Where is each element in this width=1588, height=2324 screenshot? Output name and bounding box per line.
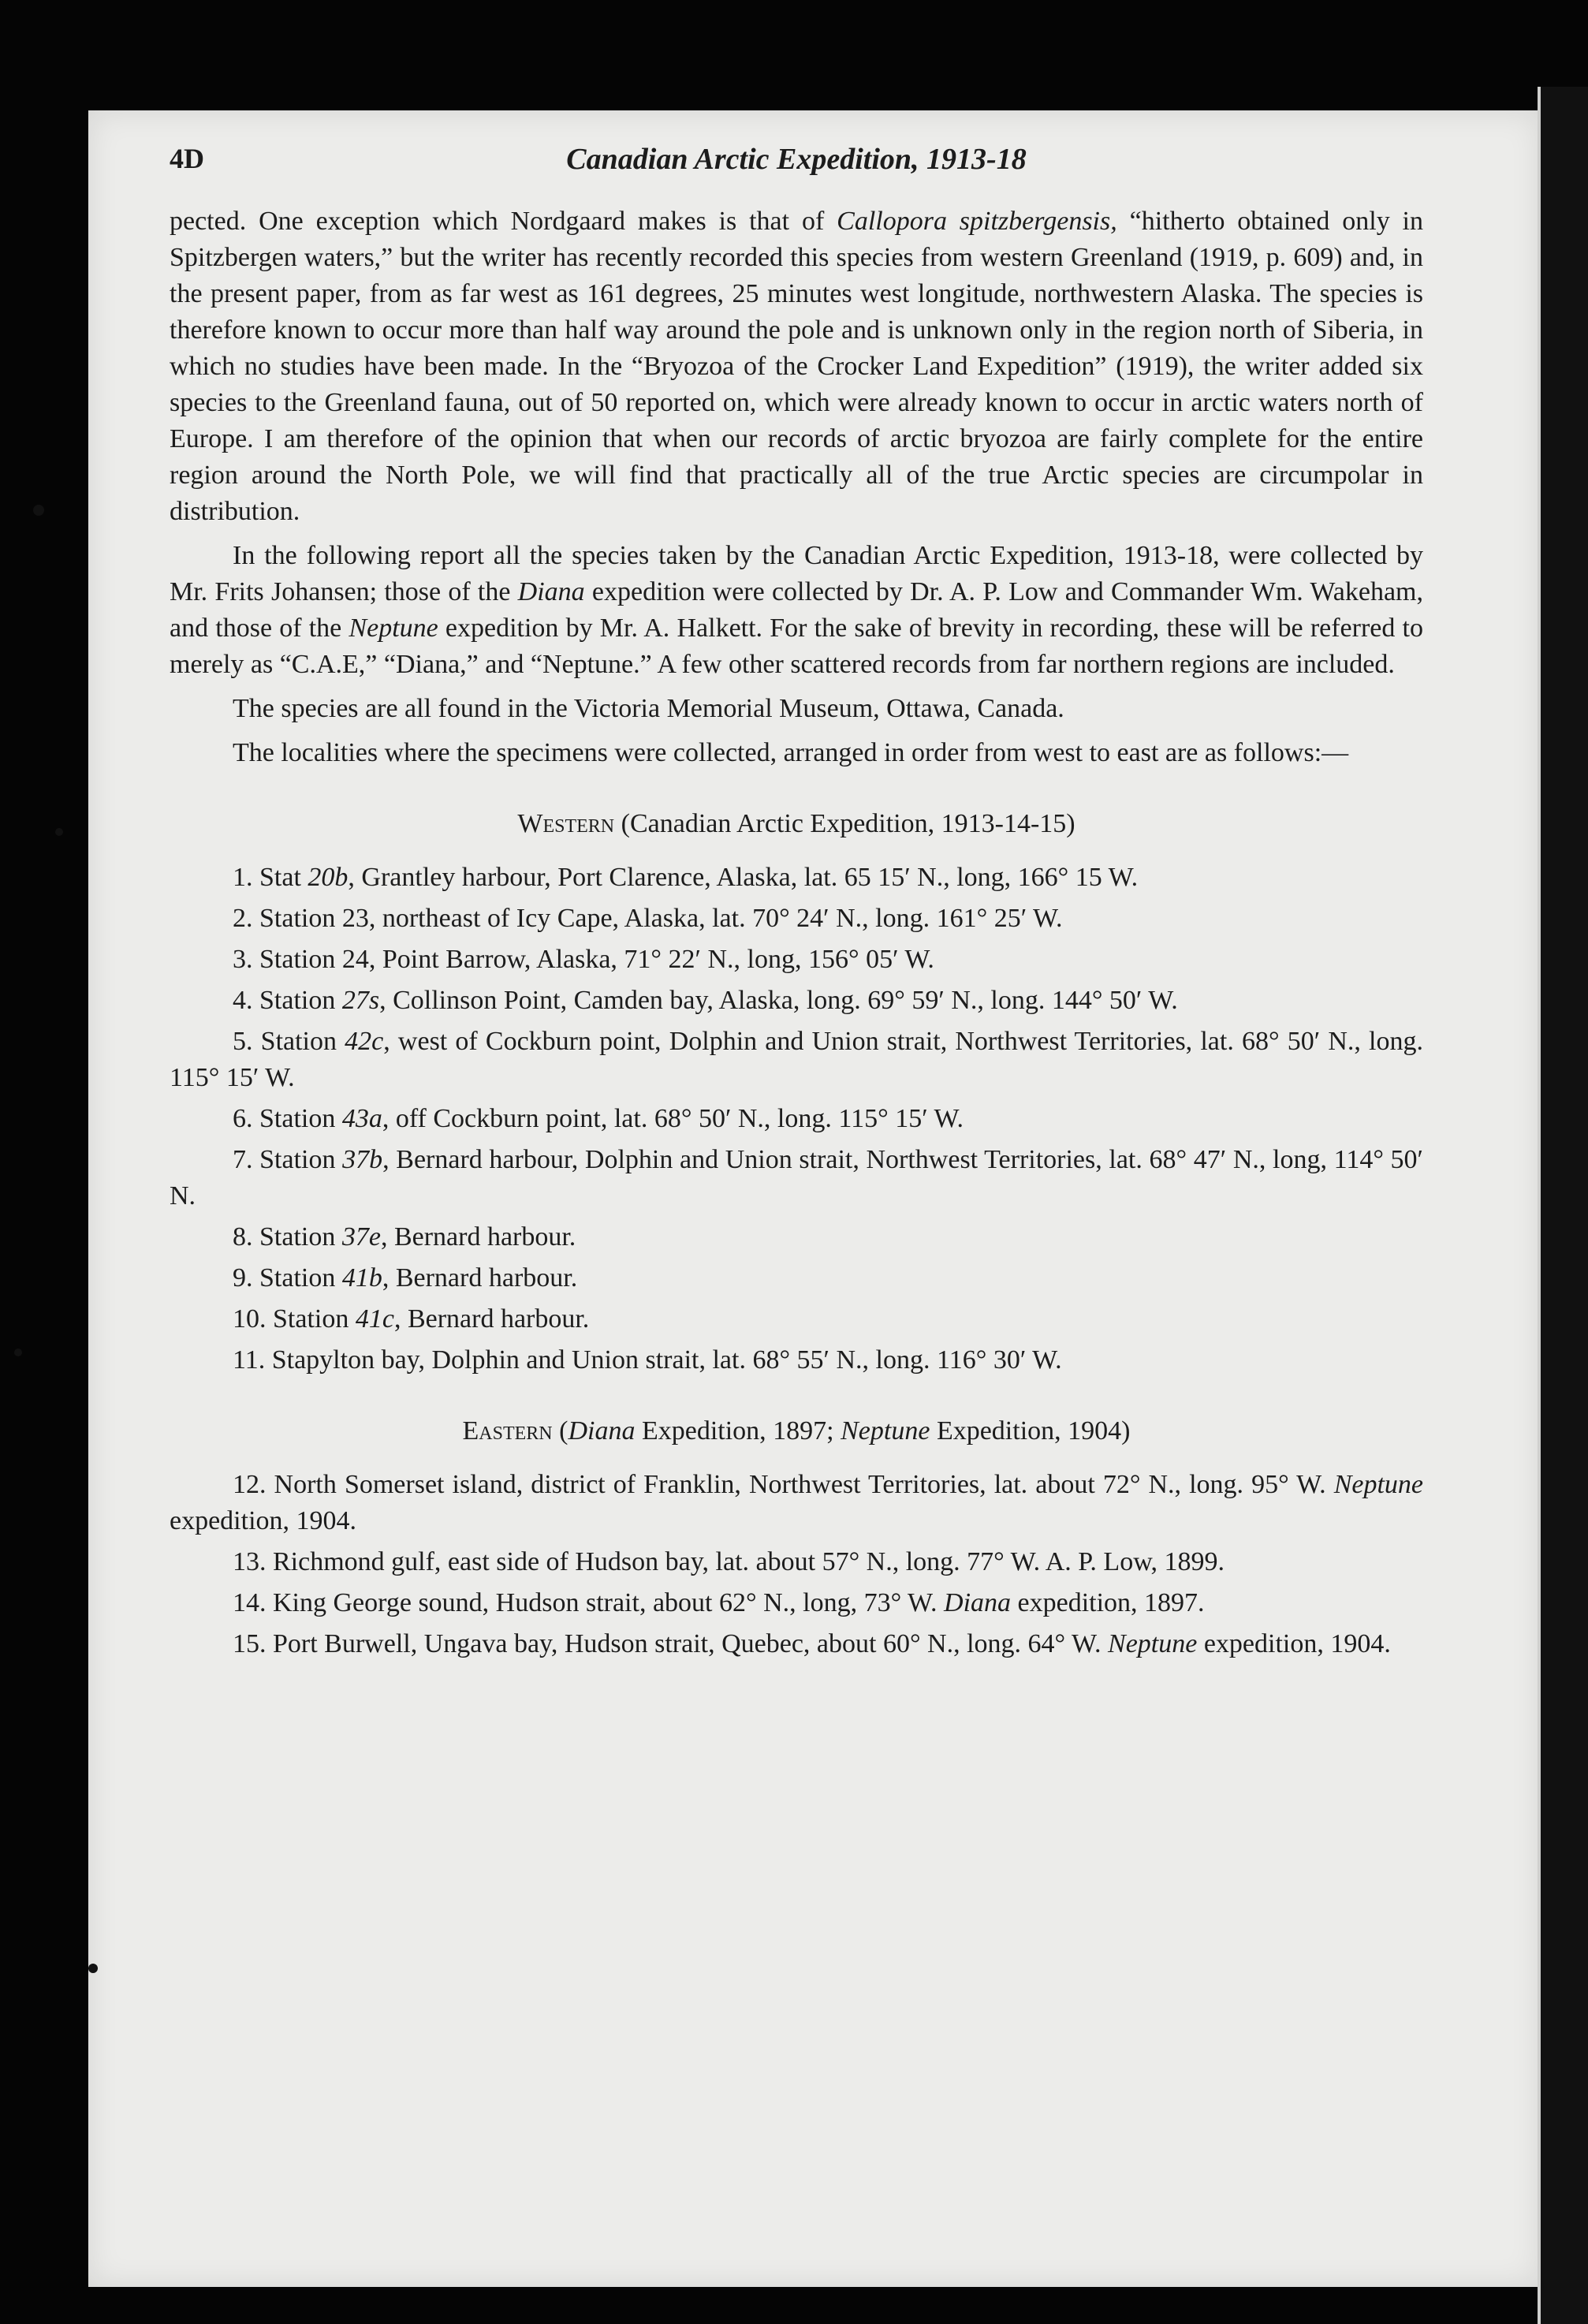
- item-text: expedition, 1904.: [170, 1506, 357, 1535]
- item-text: 15. Port Burwell, Ungava bay, Hudson strait, Quebec, about 60° N., long. 64° W.: [233, 1629, 1109, 1658]
- intro-paragraph-2: [170, 538, 1423, 683]
- scan-speck: [55, 828, 63, 836]
- list-item: [170, 1219, 1423, 1255]
- item-text: expedition, 1897.: [1011, 1588, 1205, 1617]
- eastern-locality-list: [170, 1467, 1423, 1662]
- item-text: 14. King George sound, Hudson strait, about 62° N., long, 73° W.: [233, 1588, 945, 1617]
- ship-name: Neptune: [349, 614, 438, 643]
- list-item: [170, 1626, 1423, 1662]
- scan-speck: [88, 1964, 98, 1973]
- list-item: [170, 1024, 1423, 1096]
- item-text: 4. Station: [233, 986, 342, 1015]
- western-locality-list: [170, 860, 1423, 1378]
- ship-name: Neptune: [1108, 1629, 1198, 1658]
- item-text: 13. Richmond gulf, east side of Hudson bay, lat. about 57° N., long. 77° W. A. P. Low, 1899.: [233, 1547, 1225, 1576]
- intro-text: In the following report all the species taken by the Canadian Arctic Expedition, 1913-18, were collected by Mr. Frits Johansen; those of the: [170, 541, 1423, 606]
- heading-text: (: [552, 1416, 568, 1446]
- heading-text: (Canadian Arctic Expedition, 1913-14-15): [614, 809, 1075, 838]
- ship-name: Neptune: [1333, 1470, 1423, 1499]
- intro-paragraph-1: [170, 203, 1423, 530]
- station-id: 37e: [341, 1222, 381, 1252]
- station-id: 42c: [345, 1027, 384, 1056]
- adjacent-page-edge: [1538, 87, 1588, 2324]
- scan-speck: [14, 1349, 22, 1356]
- document-body: [170, 203, 1423, 1667]
- ship-name: Neptune: [841, 1416, 930, 1446]
- eastern-section-heading: [170, 1413, 1423, 1449]
- page-number: 4D: [170, 143, 204, 174]
- item-text: 11. Stapylton bay, Dolphin and Union strait, lat. 68° 55′ N., long. 116° 30′ W.: [233, 1345, 1062, 1375]
- item-text: , Bernard harbour.: [382, 1263, 578, 1293]
- list-item: [170, 1101, 1423, 1137]
- item-text: 8. Station: [233, 1222, 342, 1252]
- station-id: 20b: [308, 863, 349, 892]
- list-item: [170, 1142, 1423, 1214]
- item-text: , Bernard harbour.: [393, 1304, 590, 1334]
- item-text: 10. Station: [233, 1304, 356, 1334]
- heading-smallcaps: Western: [517, 809, 615, 838]
- species-name: Callopora spitzbergensis,: [837, 207, 1117, 236]
- intro-text: pected. One exception which Nordgaard makes is that of: [170, 207, 837, 236]
- station-id: 43a: [341, 1104, 382, 1133]
- list-item: [170, 983, 1423, 1019]
- list-item: [170, 860, 1423, 896]
- item-text: 7. Station: [233, 1145, 343, 1174]
- item-text: , off Cockburn point, lat. 68° 50′ N., long. 115° 15′ W.: [382, 1104, 964, 1133]
- intro-paragraph-3: The species are all found in the Victoria Memorial Museum, Ottawa, Canada.: [233, 694, 1064, 723]
- item-text: , west of Cockburn point, Dolphin and Union strait, Northwest Territories, lat. 68° 50′ N., long. 115° 15′ W.: [170, 1027, 1424, 1092]
- list-item: [170, 1585, 1423, 1621]
- item-text: 6. Station: [233, 1104, 342, 1133]
- list-item: [170, 901, 1423, 937]
- heading-text: Expedition, 1904): [930, 1416, 1131, 1446]
- item-text: 9. Station: [233, 1263, 342, 1293]
- list-item: [170, 1301, 1423, 1337]
- item-text: 2. Station 23, northeast of Icy Cape, Alaska, lat. 70° 24′ N., long. 161° 25′ W.: [233, 904, 1063, 933]
- scan-speck: [33, 505, 44, 516]
- item-text: 1. Stat: [233, 863, 308, 892]
- list-item: [170, 942, 1423, 978]
- station-id: 41c: [355, 1304, 394, 1334]
- station-id: 41b: [341, 1263, 382, 1293]
- intro-text: expedition by Mr. A. Halkett. For the sake of brevity in recording, these will be referred to merely as “C.A.E,” “Diana,” and “Neptune.” A few other scattered records from far northern regions are included.: [170, 614, 1423, 679]
- page-header: [170, 142, 1423, 189]
- item-text: 12. North Somerset island, district of Franklin, Northwest Territories, lat. about 72° N., long. 95° W.: [233, 1470, 1334, 1499]
- list-item: [170, 1342, 1423, 1378]
- heading-smallcaps: Eastern: [462, 1416, 553, 1446]
- heading-text: Expedition, 1897;: [635, 1416, 841, 1446]
- list-item: [170, 1260, 1423, 1296]
- item-text: , Bernard harbour, Dolphin and Union strait, Northwest Territories, lat. 68° 47′ N., long, 114° 50′ N.: [170, 1145, 1423, 1210]
- ship-name: Diana: [944, 1588, 1012, 1617]
- ship-name: Diana: [517, 577, 585, 606]
- ship-name: Diana: [568, 1416, 636, 1446]
- intro-text: expedition were collected by Dr. A. P. Low and Commander Wm. Wakeham, and those of the: [170, 577, 1423, 643]
- list-item: [170, 1544, 1423, 1580]
- intro-paragraph-4: The localities where the specimens were collected, arranged in order from west to east are as follows:—: [233, 738, 1349, 767]
- item-text: 3. Station 24, Point Barrow, Alaska, 71° 22′ N., long, 156° 05′ W.: [233, 945, 934, 974]
- item-text: , Collinson Point, Camden bay, Alaska, long. 69° 59′ N., long. 144° 50′ W.: [379, 986, 1178, 1015]
- item-text: 5. Station: [233, 1027, 345, 1056]
- item-text: , Grantley harbour, Port Clarence, Alaska, lat. 65 15′ N., long, 166° 15 W.: [348, 863, 1139, 892]
- western-section-heading: [170, 806, 1423, 842]
- item-text: expedition, 1904.: [1197, 1629, 1391, 1658]
- running-title: Canadian Arctic Expedition, 1913-18: [566, 143, 1027, 176]
- list-item: [170, 1467, 1423, 1539]
- item-text: , Bernard harbour.: [380, 1222, 576, 1252]
- station-id: 27s: [341, 986, 380, 1015]
- station-id: 37b: [342, 1145, 383, 1174]
- intro-text: “hitherto obtained only in Spitzbergen waters,” but the writer has recently recorded this species from western Greenland (1919, p. 609) and, in the present paper, from as far west as 161 degrees, 25 minutes west longitude, northwestern Alaska. The species is therefore known to occur more than half way around the pole and is unknown only in the region north of Siberia, in which no studies have been made. In the “Bryozoa of the Crocker Land Expedition” (1919), the writer added six species to the Greenland fauna, out of 50 reported on, which were already known to occur in arctic waters north of Europe. I am therefore of the opinion that when our records of arctic bryozoa are fairly complete for the entire region around the North Pole, we will find that practically all of the true Arctic species are circumpolar in distribution.: [170, 207, 1424, 526]
